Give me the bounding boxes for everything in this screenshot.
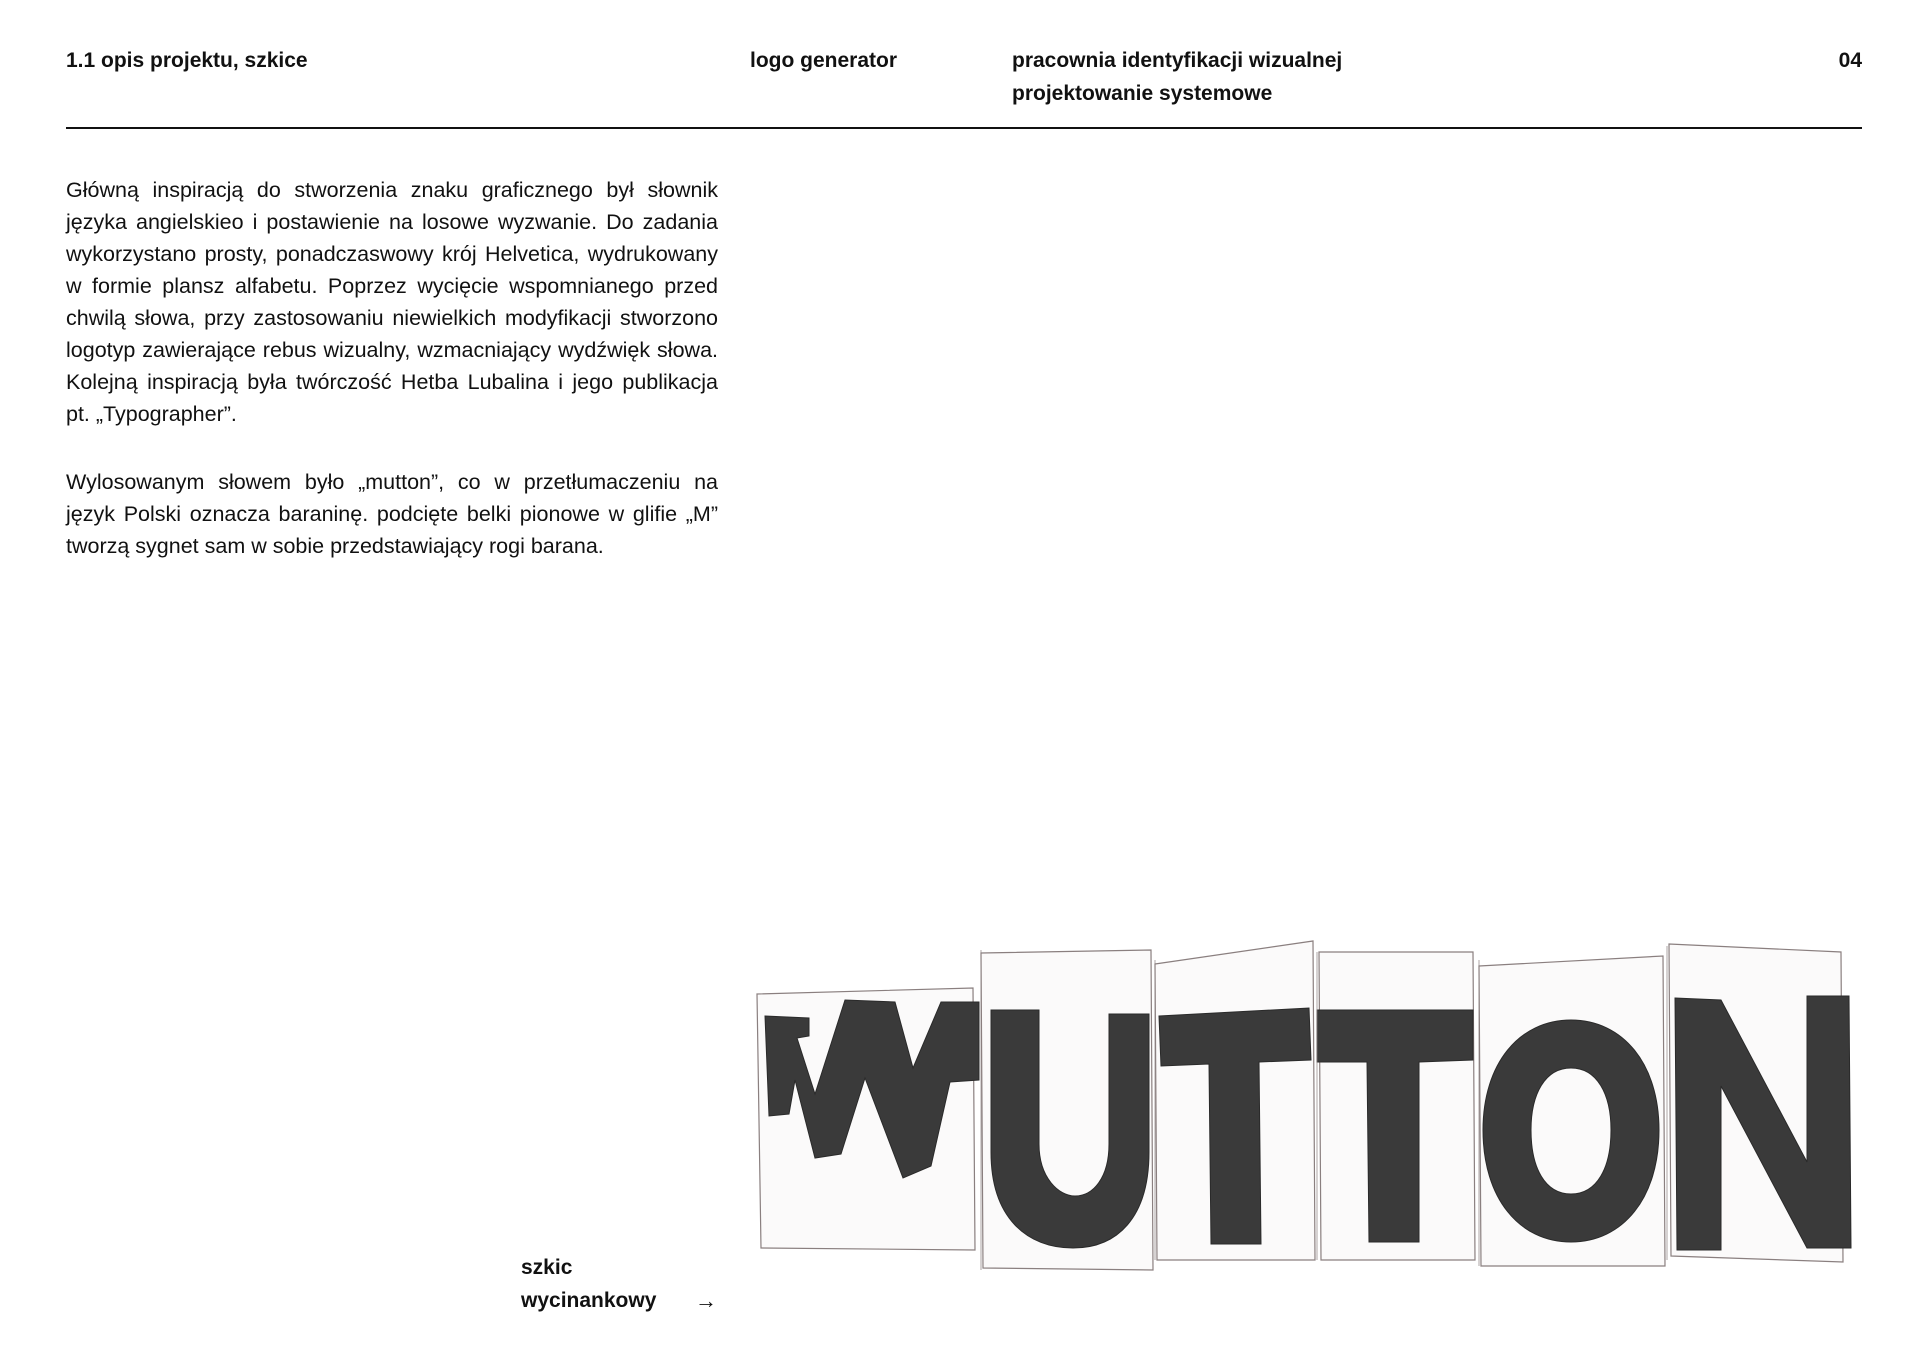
sketch-caption — [521, 1251, 717, 1317]
studio-line-2: projektowanie systemowe — [1012, 82, 1273, 105]
caption-line-1: szkic — [521, 1256, 573, 1279]
paragraph-1-text: Główną inspiracją do stworzenia znaku graficznego był słownik języka angielskieo i postawienie na losowe wyzwanie. Do zadania wykorzystano prosty, ponadczaswowy krój Helvetica, wydrukowany w formie plansz alfabetu. Poprzez wycięcie wspomnianego przed chwilą słowa, przy zastosowaniu niewielkich modyfikacji stworzono logotyp zawierające rebus wizualny, wzmacniający wydźwięk słowa. Kolejną inspiracją była twórczość Hetba Lubalina i jego publikacja pt. „Typographer”. — [66, 178, 718, 426]
sketch-svg — [745, 930, 1865, 1310]
section-title: 1.1 opis projektu, szkice — [66, 49, 308, 72]
project-name: logo generator — [750, 49, 898, 72]
description-paragraph-2 — [66, 466, 718, 562]
header-divider — [66, 127, 1862, 129]
description-paragraph-1 — [66, 174, 718, 430]
paragraph-2-text: Wylosowanym słowem było „mutton”, co w przetłumaczeniu na język Polski oznacza baraninę. podcięte belki pionowe w glifie „M” tworzą sygnet sam w sobie przedstawiający rogi barana. — [66, 470, 718, 558]
mutton-cutout-sketch — [745, 930, 1865, 1310]
studio-name — [1012, 44, 1342, 110]
arrow-right-icon: → — [695, 1288, 717, 1313]
page-number: 04 — [1838, 49, 1862, 72]
caption-line-2: wycinankowy — [521, 1289, 657, 1312]
studio-line-1: pracownia identyfikacji wizualnej — [1012, 49, 1343, 72]
